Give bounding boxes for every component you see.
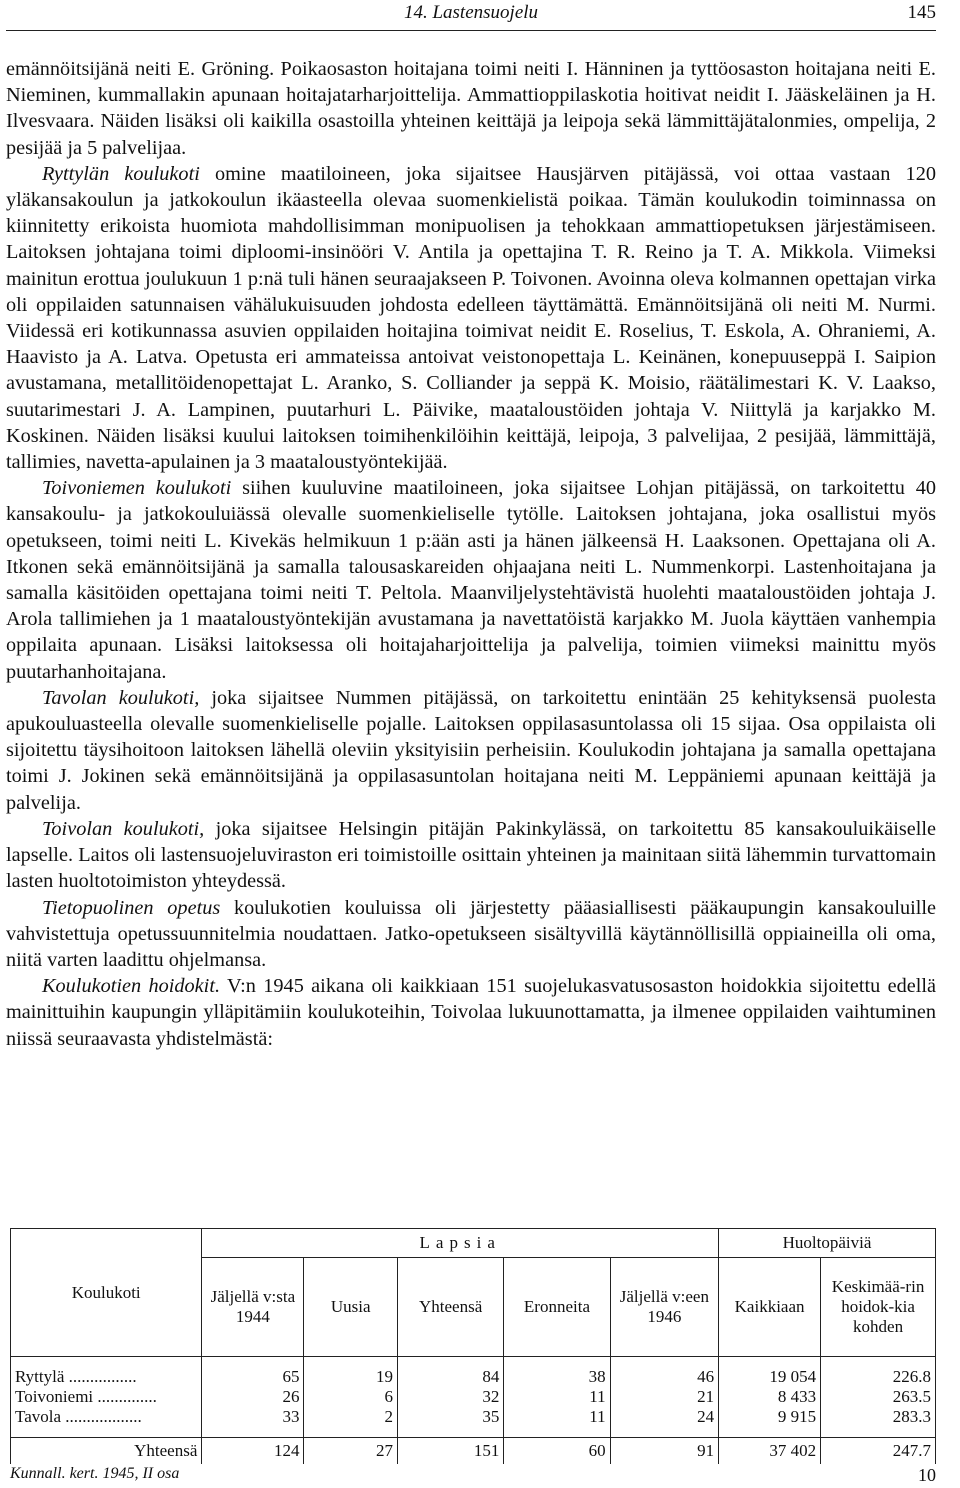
header-jaljella-1944: Jäljellä v:sta 1944 <box>202 1258 304 1357</box>
cell-kaikkiaan: 19 054 <box>719 1367 821 1387</box>
cell-yhteensa: 84 <box>398 1367 504 1387</box>
paragraph-4-text: joka sijaitsee Nummen pitäjässä, on tarkoitettu enintään 25 kehityksensä puolesta apukouluasteella olevalle suomenkieliselle pojalle. Laitoksen oppilasasuntolassa oli 15 sijaa. Osa oppilaista oli sijoitettu täysihoitoon laitoksen lähellä oleviin yksityisiin perheisiin. Koulukodin johtajana ja samalla opettajana toimi J. Jokinen sekä emännöitsijänä ja oppilasasuntolan hoitajana neiti M. Leppäniemi apunaan keittäjä ja palvelija. <box>6 686 936 814</box>
source-note: Kunnall. kert. 1945, II osa <box>10 1465 180 1482</box>
cell-jaljella-1946: 21 <box>610 1387 718 1407</box>
table-spacer-row <box>11 1357 936 1368</box>
cell-jaljella-1946: 24 <box>610 1407 718 1427</box>
cell-jaljella-1944: 65 <box>202 1367 304 1387</box>
total-jaljella-1944: 124 <box>202 1438 304 1465</box>
table-spacer-row <box>11 1427 936 1438</box>
table-total-row <box>11 1438 936 1465</box>
paragraph-3-text: siihen kuuluvine maatiloineen, joka sijaitsee Lohjan pitäjässä, on tarkoitettu 40 kansakoulu- ja jatkokouluiässä olevalle suomenkieliselle tytölle. Laitoksen johtajana, joka osallistui myös opetukseen, toimi neiti L. Kivekäs helmikuun 1 p:ään asti ja hänen jälkeensä H. Laaksonen. Opettajana oli A. Itkonen sekä emännöitsijänä ja samalla talousaskareiden ohjaajana neiti L. Nummenkorpi. Lastenhoitajana ja samalla käsitöiden opettajana toimi neiti T. Peltola. Maanviljelystehtävistä huolehti maataloustöiden johtaja J. Arola tallimiehen ja 1 maataloustyöntekijän avustamana ja navettatöistä karjakko M. Juola käyttäen vanhempia oppilaita apunaan. Lisäksi laitoksessa oli hoitajaharjoittelija ja palvelija, toimien viimeksi mainittu myös puutarhanhoitajana. <box>6 477 936 683</box>
table-row <box>11 1407 936 1427</box>
paragraph-7-title: Koulukotien hoidokit. <box>42 975 221 998</box>
cell-eronneita: 38 <box>504 1367 610 1387</box>
running-header <box>6 0 936 31</box>
cell-jaljella-1944: 33 <box>202 1407 304 1427</box>
cell-uusia: 19 <box>304 1367 398 1387</box>
paragraph-4 <box>6 685 936 816</box>
total-uusia: 27 <box>304 1438 398 1465</box>
cell-kaikkiaan: 8 433 <box>719 1387 821 1407</box>
paragraph-7-text: V:n 1945 aikana oli kaikkiaan 151 suojelukasvatusosaston hoidokkia sijoitettu edellä mainittuihin kaupungin ylläpitämiin koulukoteihin, Toivolaa lukuunottamatta, ja ilmenee oppilaiden vaihtuminen niissä seuraavasta yhdistelmästä: <box>6 975 936 1050</box>
cell-jaljella-1946: 46 <box>610 1367 718 1387</box>
header-group-lapsia: Lapsia <box>202 1229 719 1258</box>
total-yhteensa: 151 <box>398 1438 504 1465</box>
header-kaikkiaan: Kaikkiaan <box>719 1258 821 1357</box>
cell-eronneita: 11 <box>504 1407 610 1427</box>
paragraph-5-text: joka sijaitsee Helsingin pitäjän Pakinkylässä, on tarkoitettu 85 kansakouluikäiselle lapselle. Laitos oli lastensuojeluviraston eri toimistoille osittain yhteinen ja mainitaan siitä lähemmin turvattomain lasten huoltotoimiston yhteydessä. <box>6 817 936 893</box>
statistics-table <box>10 1228 936 1464</box>
statistics-table-container <box>10 1228 936 1464</box>
row-name: Ryttylä ................ <box>11 1367 202 1387</box>
body-text <box>6 56 936 1052</box>
table-group-header-row <box>11 1229 936 1258</box>
header-keskimaarin: Keskimää-rin hoidok-kia kohden <box>821 1258 936 1357</box>
paragraph-5-title: Toivolan koulukoti, <box>42 817 205 840</box>
paragraph-2-title: Ryttylän koulukoti <box>42 162 200 185</box>
paragraph-6-title: Tietopuolinen opetus <box>42 896 221 919</box>
cell-jaljella-1944: 26 <box>202 1387 304 1407</box>
table-row <box>11 1387 936 1407</box>
paragraph-4-title: Tavolan koulukoti, <box>42 686 200 709</box>
cell-uusia: 2 <box>304 1407 398 1427</box>
total-kaikkiaan: 37 402 <box>719 1438 821 1465</box>
paragraph-3 <box>6 475 936 685</box>
header-koulukoti: Koulukoti <box>11 1229 202 1357</box>
total-name: Yhteensä <box>11 1438 202 1465</box>
cell-keskimaarin: 283.3 <box>821 1407 936 1427</box>
header-jaljella-1946: Jäljellä v:een 1946 <box>610 1258 718 1357</box>
total-eronneita: 60 <box>504 1438 610 1465</box>
page-footer <box>10 1465 936 1483</box>
cell-eronneita: 11 <box>504 1387 610 1407</box>
running-title: 14. Lastensuojelu <box>403 2 539 23</box>
cell-keskimaarin: 226.8 <box>821 1367 936 1387</box>
sheet-number: 10 <box>918 1465 936 1485</box>
table-row <box>11 1367 936 1387</box>
cell-kaikkiaan: 9 915 <box>719 1407 821 1427</box>
header-uusia: Uusia <box>304 1258 398 1357</box>
header-eronneita: Eronneita <box>504 1258 610 1357</box>
cell-yhteensa: 32 <box>398 1387 504 1407</box>
paragraph-2-text: omine maatiloineen, joka sijaitsee Hausjärven pitäjässä, voi ottaa vastaan 120 yläkansakoulun ja jatkokoulun ikäasteella olevaa suomenkielistä poikaa. Tämän koulukodin toiminnassa on kiinnitetty erikoista huomiota mahdollisimman monipuolisen ja tehokkaan ammattiopetuksen järjestämiseen. Laitoksen johtajana toimi diploomi-insinööri V. Antila ja opettajina T. R. Reino ja T. A. Mikkola. Viimeksi mainitun erottua joulukuun 1 p:nä tuli hänen seuraajakseen P. Toivonen. Avoinna oleva kolmannen opettajan virka oli oppilaiden satunnaisen vähälukuisuuden johdosta edelleen täyttämättä. Emännöitsijänä oli neiti M. Nurmi. Viidessä eri kotikunnassa asuvien oppilaiden hoitajina toimivat neidit E. Roselius, T. Eskola, A. Ohraniemi, A. Haavisto ja A. Latva. Opetusta eri ammateissa antoivat veistonopettaja L. Keinänen, konepuuseppä I. Saipion avustamana, metallitöidenopettajat L. Aranko, S. Colliander ja seppä K. Moisio, räätälimestari K. V. Laakso, suutarimestari J. A. Lampinen, puutarhuri L. Päivike, maataloustöiden johtaja V. Niittylä ja karjakko M. Koskinen. Näiden lisäksi kuului laitoksen toimihenkilöihin keittäjä, leipoja, 3 palvelijaa, 2 pesijää, lämmittäjä, tallimies, navetta-apulainen ja 3 maataloustyöntekijää. <box>6 162 936 474</box>
cell-keskimaarin: 263.5 <box>821 1387 936 1407</box>
cell-yhteensa: 35 <box>398 1407 504 1427</box>
paragraph-3-title: Toivoniemen koulukoti <box>42 477 232 500</box>
header-group-huoltopaivia: Huoltopäiviä <box>719 1229 936 1258</box>
paragraph-6 <box>6 895 936 974</box>
header-yhteensa: Yhteensä <box>398 1258 504 1357</box>
row-name: Toivoniemi .............. <box>11 1387 202 1407</box>
paragraph-6-text: koulukotien kouluissa oli järjestetty pääasiallisesti pääkaupungin kansakouluille vahvistettuja opetussuunnitelmia noudattaen. Jatko-opetukseen sisältyvillä käytännöllisillä oppiaineilla oli oma, niitä varten laadittu ohjelmansa. <box>6 896 937 971</box>
total-keskimaarin: 247.7 <box>821 1438 936 1465</box>
paragraph-2 <box>6 161 936 475</box>
total-jaljella-1946: 91 <box>610 1438 718 1465</box>
paragraph-5 <box>6 816 936 895</box>
cell-uusia: 6 <box>304 1387 398 1407</box>
row-name: Tavola .................. <box>11 1407 202 1427</box>
page-number: 145 <box>907 2 936 23</box>
paragraph-1: emännöitsijänä neiti E. Gröning. Poikaosaston hoitajana toimi neiti I. Hänninen ja tyttöosaston hoitajana neiti E. Nieminen, kummallakin apunaan hoitajatarharjoittelija. Ammattioppilaskotia hoitivat neidit I. Jääskeläinen ja H. Ilvesvaara. Näiden lisäksi oli kaikilla osastoilla yhteinen keittäjä ja leipoja sekä lämmittäjätalonmies, ompelija, 2 pesijää ja 5 palvelijaa. <box>6 58 936 159</box>
paragraph-7 <box>6 973 936 1052</box>
